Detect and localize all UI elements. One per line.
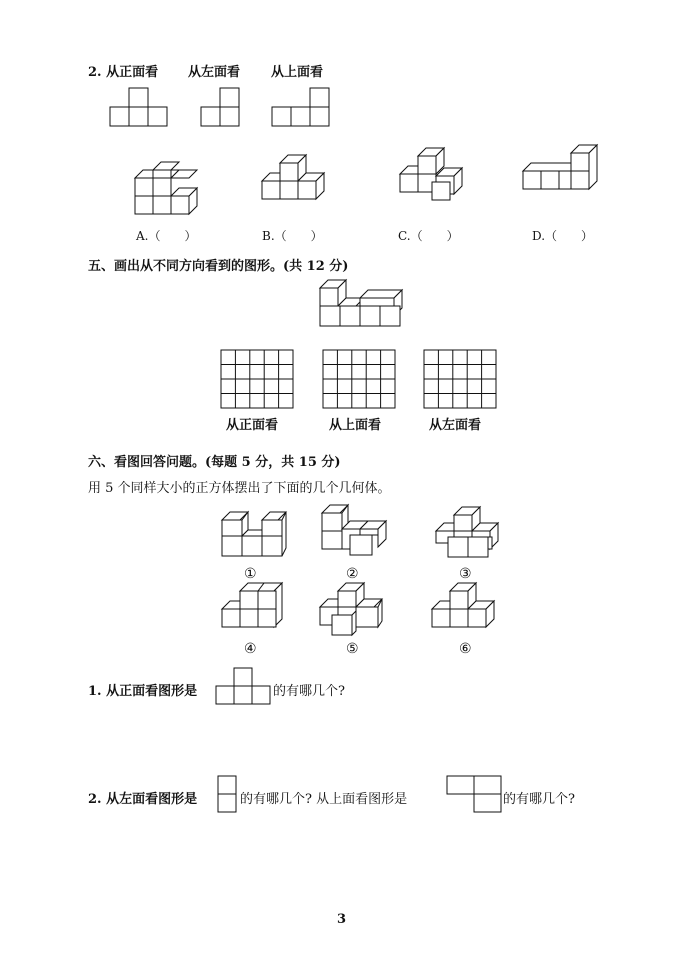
section5-grid-front[interactable]	[221, 350, 293, 408]
section6-figure-3-number: ③	[459, 566, 472, 582]
q2-left-view-shape	[201, 88, 241, 128]
section6-q2-left-shape	[218, 776, 240, 816]
section6-figure-6	[430, 583, 500, 635]
page-number: 3	[337, 912, 347, 927]
q2-title: 2. 从正面看	[88, 65, 159, 80]
q2-option-d[interactable]: D.（ ）	[532, 229, 594, 243]
section6-q2-suffix: 的有哪几个?	[503, 792, 575, 807]
section5-label-left: 从左面看	[429, 418, 482, 433]
section6-q2-top-shape	[447, 776, 507, 816]
q2-view-left-label: 从左面看	[188, 65, 241, 80]
section6-figure-1-number: ①	[244, 566, 257, 582]
section6-intro: 用 5 个同样大小的正方体摆出了下面的几个几何体。	[88, 481, 391, 496]
q2-option-b[interactable]: B.（ ）	[262, 229, 323, 243]
section6-q2-prefix: 2. 从左面看图形是	[88, 792, 198, 807]
q2-option-a-figure	[135, 155, 215, 210]
q2-front-view-shape	[110, 88, 170, 128]
section6-q2-middle: 的有哪几个? 从上面看图形是	[240, 792, 408, 807]
section6-q1-suffix: 的有哪几个?	[273, 684, 345, 699]
q2-option-d-figure	[523, 145, 608, 210]
section6-q1-prefix: 1. 从正面看图形是	[88, 684, 198, 699]
q2-option-c-figure	[398, 148, 478, 208]
section5-title: 五、画出从不同方向看到的图形。(共 12 分)	[88, 259, 349, 274]
section5-grid-left[interactable]	[424, 350, 496, 408]
q2-view-top-label: 从上面看	[271, 65, 324, 80]
section6-figure-4	[220, 583, 290, 635]
section5-label-top: 从上面看	[329, 418, 382, 433]
q2-top-view-shape	[272, 88, 332, 128]
section6-q1-shape	[216, 668, 272, 708]
section6-figure-2	[320, 505, 390, 557]
section5-solid-figure	[318, 280, 408, 330]
section6-figure-1	[220, 512, 290, 564]
section6-figure-3	[434, 507, 504, 559]
q2-option-c[interactable]: C.（ ）	[398, 229, 459, 243]
section6-figure-2-number: ②	[346, 566, 359, 582]
section6-title: 六、看图回答问题。(每题 5 分，共 15 分)	[88, 455, 341, 470]
section6-figure-5-number: ⑤	[346, 641, 359, 657]
section6-figure-6-number: ⑥	[459, 641, 472, 657]
q2-option-b-figure	[262, 155, 342, 210]
q2-option-a[interactable]: A.（ ）	[136, 229, 197, 243]
section5-label-front: 从正面看	[226, 418, 279, 433]
section6-figure-4-number: ④	[244, 641, 257, 657]
section5-grid-top[interactable]	[323, 350, 395, 408]
section6-figure-5	[318, 583, 388, 641]
